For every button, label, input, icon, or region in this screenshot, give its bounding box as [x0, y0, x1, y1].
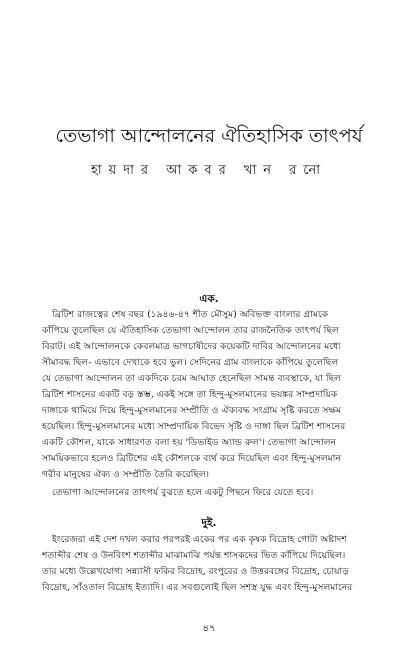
page-number: ৪৭ [202, 623, 216, 634]
paragraph-line: তার মধ্যে উল্লেখযোগ্য সন্ন্যাসী ফকির বিদ্রোহ, রংপুরের ও উত্তরবঙ্গের বিদ্রোহ, চোয়াড় [42, 566, 349, 577]
paragraph-line: কাঁপিয়ে তুলেছিল যে ঐতিহাসিক তেভাগা আন্দোলন তার রাজনৈতিক তাৎপর্য ছিল [42, 325, 339, 336]
paragraph-line: শতাব্দীর শেষ ও উনবিংশ শতাব্দীর মাঝামাঝি পর্যন্ত শাসকদের ভিত কাঁপিয়ে দিয়েছিল। [42, 550, 346, 561]
paragraph-line: বিরাট। এই আন্দোলনকে কেবলমাত্র ভাগচাষীদের কয়েকটি দাবির আন্দোলনের মধ্যে [42, 341, 341, 352]
paragraph-line: দাঙ্গাকে থামিয়ে দিয়ে হিন্দু-মুসলমানের সম্প্রীতি ও ঐক্যবদ্ধ সংগ্রাম সৃষ্টি করতে সক্ষম [42, 405, 342, 416]
section-heading-2: দুই. [201, 517, 217, 529]
paragraph-line: ব্রিটিশ রাজত্বের শেষ বছর (১৯৪৬-৪৭ শীত মৌসুম) অবিভক্ত বাংলার গ্রামকে [52, 309, 329, 320]
paragraph-line: সাময়িকভাবে হলেও ব্রিটিশের এই কৌশলকে ব্যর্থ করে দিয়েছিল এবং হিন্দু-মুসলমান [42, 453, 341, 464]
author-name: হায়দার আকবর খান রনো [90, 163, 328, 178]
section-heading-1: এক. [199, 293, 219, 305]
paragraph-line: হয়েছিল। হিন্দু-মুসলমানের মধ্যে সাম্প্রদায়িক বিভেদ সৃষ্টি ও দাঙ্গা ছিল ব্রিটিশ শাসনের [42, 421, 346, 432]
paragraph-line: একটি কৌশল, যাকে সাধারণত বলা হয় 'ডিভাইড অ্যান্ড রুল'। তেভাগা আন্দোলন [42, 437, 337, 448]
paragraph-line: গরীব মানুষের ঐক্য ও সম্প্রীতি তৈরি করেছিল। [42, 469, 210, 480]
paragraph-line: সীমাবদ্ধ ছিল- এভাবে দেখাকে হবে ভুল। সেদিনের গ্রাম বাংলাকে কাঁপিয়ে তুলেছিল [42, 357, 339, 368]
article-title: তেভাগা আন্দোলনের ঐতিহাসিক তাৎপর্য [55, 125, 363, 147]
paragraph-line: তেভাগা আন্দোলনের তাৎপর্য বুঝতে হলে একটু পিছনে ফিরে যেতে হবে। [52, 487, 314, 498]
paragraph-line: ব্রিটিশ শাসনের একটি বড় স্তম্ভ, একই সঙ্গে তা হিন্দু-মুসলমানের ভয়ঙ্কর সাম্প্রদায়িক [42, 389, 338, 400]
paragraph-line: ইংরেজরা এই দেশ দখল করার পরপরই একের পর এক কৃষক বিদ্রোহ গোটা অষ্টাদশ [52, 534, 347, 545]
paragraph-line: যে তেভাগা আন্দোলন তা একদিকে চরম আঘাত হেনেছিল সামন্ত ব্যবস্থাকে, যা ছিল [42, 373, 341, 384]
paragraph-line: বিদ্রোহ, সাঁওতাল বিদ্রোহ ইত্যাদি। এর সবগুলোই ছিল সশস্ত্র যুদ্ধ এবং হিন্দু-মুসলমানের [42, 582, 353, 593]
